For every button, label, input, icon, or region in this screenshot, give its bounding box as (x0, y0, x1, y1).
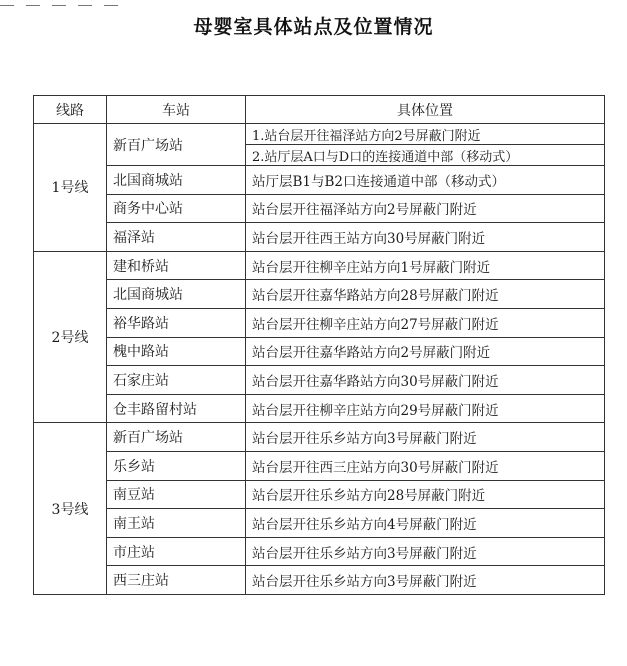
station-cell: 石家庄站 (107, 366, 246, 395)
position-cell: 站台层开往乐乡站方向3号屏蔽门附近 (246, 566, 605, 595)
table-row (34, 194, 605, 223)
station-cell: 裕华路站 (107, 308, 246, 337)
station-cell: 槐中路站 (107, 337, 246, 366)
station-cell: 北国商城站 (107, 280, 246, 309)
table-row (34, 280, 605, 309)
table-row (34, 366, 605, 395)
position-cell: 站台层开往乐乡站方向4号屏蔽门附近 (246, 509, 605, 538)
table-row (34, 509, 605, 538)
position-cell: 站厅层B1与B2口连接通道中部（移动式） (246, 166, 605, 195)
position-cell: 站台层开往嘉华路站方向30号屏蔽门附近 (246, 366, 605, 395)
header-station: 车站 (107, 96, 246, 124)
station-cell: 南王站 (107, 509, 246, 538)
table-row (34, 337, 605, 366)
position-cell: 2.站厅层A口与D口的连接通道中部（移动式） (246, 145, 605, 166)
table-row (34, 566, 605, 595)
table-row (34, 223, 605, 252)
line-cell: 2号线 (34, 251, 107, 423)
position-cell: 站台层开往乐乡站方向3号屏蔽门附近 (246, 423, 605, 452)
table-row (34, 251, 605, 280)
station-cell: 仓丰路留村站 (107, 394, 246, 423)
nursing-room-locations-table (33, 95, 605, 595)
position-cell: 站台层开往乐乡站方向3号屏蔽门附近 (246, 537, 605, 566)
station-cell: 建和桥站 (107, 251, 246, 280)
station-cell: 市庄站 (107, 537, 246, 566)
table-row (34, 308, 605, 337)
station-cell: 新百广场站 (107, 124, 246, 166)
position-cell: 站台层开往嘉华路站方向2号屏蔽门附近 (246, 337, 605, 366)
position-cell: 站台层开往柳辛庄站方向29号屏蔽门附近 (246, 394, 605, 423)
position-cell: 站台层开往柳辛庄站方向1号屏蔽门附近 (246, 251, 605, 280)
station-cell: 西三庄站 (107, 566, 246, 595)
station-cell: 北国商城站 (107, 166, 246, 195)
table-row (34, 451, 605, 480)
header-line: 线路 (34, 96, 107, 124)
position-cell: 1.站台层开往福泽站方向2号屏蔽门附近 (246, 124, 605, 145)
station-cell: 商务中心站 (107, 194, 246, 223)
table-row (34, 537, 605, 566)
table-row (34, 166, 605, 195)
station-cell: 南豆站 (107, 480, 246, 509)
table-row (34, 480, 605, 509)
position-cell: 站台层开往西三庄站方向30号屏蔽门附近 (246, 451, 605, 480)
position-cell: 站台层开往柳辛庄站方向27号屏蔽门附近 (246, 308, 605, 337)
table-header-row (34, 96, 605, 124)
position-cell: 站台层开往西王站方向30号屏蔽门附近 (246, 223, 605, 252)
cropped-previous-line (0, 0, 160, 6)
table-row (34, 394, 605, 423)
table-row (34, 423, 605, 452)
position-cell: 站台层开往福泽站方向2号屏蔽门附近 (246, 194, 605, 223)
header-position: 具体位置 (246, 96, 605, 124)
station-cell: 福泽站 (107, 223, 246, 252)
line-cell: 3号线 (34, 423, 107, 595)
line-cell: 1号线 (34, 124, 107, 252)
station-cell: 乐乡站 (107, 451, 246, 480)
position-cell: 站台层开往嘉华路站方向28号屏蔽门附近 (246, 280, 605, 309)
table-row (34, 124, 605, 145)
page-title: 母婴室具体站点及位置情况 (193, 16, 434, 38)
station-cell: 新百广场站 (107, 423, 246, 452)
position-cell: 站台层开往乐乡站方向28号屏蔽门附近 (246, 480, 605, 509)
